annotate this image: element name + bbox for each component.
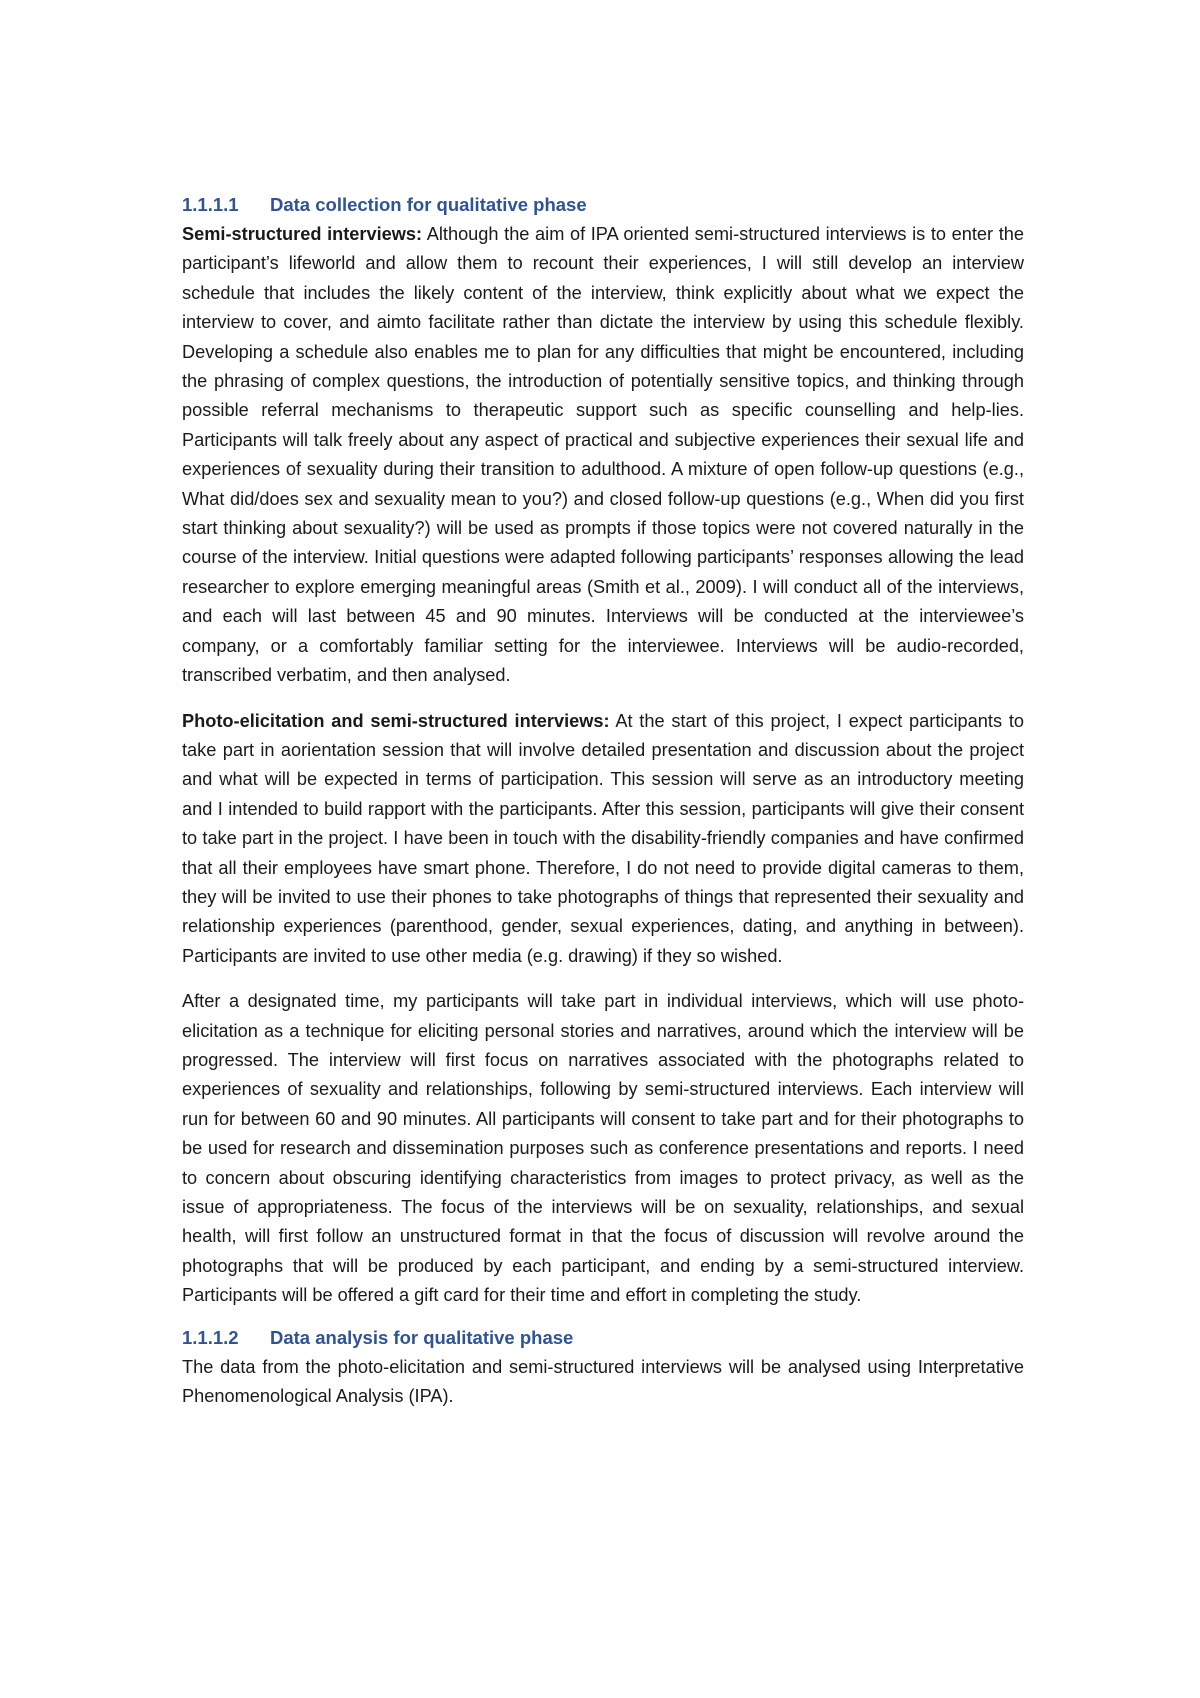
section-title: Data analysis for qualitative phase	[270, 1326, 574, 1348]
paragraph-individual-interviews	[182, 987, 1024, 1310]
paragraph-lead: Semi-structured interviews:	[182, 224, 423, 244]
section-heading-data-analysis	[182, 1323, 1024, 1353]
paragraph-photo-elicitation	[182, 707, 1024, 972]
paragraph-body: At the start of this project, I expect participants to take part in aorientation session that will involve detailed presentation and discussion about the project and what will be expected in terms of participation. This session will serve as an introductory meeting and I intended to build rapport with the participants. After this session, participants will give their consent to take part in the project. I have been in touch with the disability-friendly companies and have confirmed that all their employees have smart phone. Therefore, I do not need to provide digital cameras to them, they will be invited to use their phones to take photographs of things that represented their sexuality and relationship experiences (parenthood, gender, sexual experiences, dating, and anything in between). Participants are invited to use other media (e.g. drawing) if they so wished.	[182, 710, 1024, 966]
section-title: Data collection for qualitative phase	[270, 194, 587, 215]
paragraph-lead: Photo-elicitation and semi-structured interviews:	[182, 710, 610, 731]
section-number: 1.1.1.2	[182, 1326, 239, 1348]
paragraph-semi-structured-interviews	[182, 220, 1024, 691]
paragraph-body: The data from the photo-elicitation and semi-structured interviews will be analysed using Interpretative Phenomenological Analysis (IPA).	[182, 1356, 1024, 1407]
document-page	[182, 190, 1024, 1411]
paragraph-data-analysis	[182, 1353, 1024, 1412]
section-heading-data-collection	[182, 190, 1024, 220]
section-number: 1.1.1.1	[182, 194, 239, 215]
paragraph-body: Although the aim of IPA oriented semi-structured interviews is to enter the participant’s lifeworld and allow them to recount their experiences, I will still develop an interview schedule that includes the likely content of the interview, think explicitly about what we expect the interview to cover, and aimto facilitate rather than dictate the interview by using this schedule flexibly. Developing a schedule also enables me to plan for any difficulties that might be encountered, including the phrasing of complex questions, the introduction of potentially sensitive topics, and thinking through possible referral mechanisms to therapeutic support such as specific counselling and help-lies. Participants will talk freely about any aspect of practical and subjective experiences their sexual life and experiences of sexuality during their transition to adulthood. A mixture of open follow-up questions (e.g., What did/does sex and sexuality mean to you?) and closed follow-up questions (e.g., When did you first start thinking about sexuality?) will be used as prompts if those topics were not covered naturally in the course of the interview. Initial questions were adapted following participants’ responses allowing the lead researcher to explore emerging meaningful areas (Smith et al., 2009). I will conduct all of the interviews, and each will last between 45 and 90 minutes. Interviews will be conducted at the interviewee’s company, or a comfortably familiar setting for the interviewee. Interviews will be audio-recorded, transcribed verbatim, and then analysed.	[182, 224, 1024, 686]
paragraph-body: After a designated time, my participants will take part in individual interviews, which will use photo-elicitation as a technique for eliciting personal stories and narratives, around which the interview will be progressed. The interview will first focus on narratives associated with the photographs related to experiences of sexuality and relationships, following by semi-structured interviews. Each interview will run for between 60 and 90 minutes. All participants will consent to take part and for their photographs to be used for research and dissemination purposes such as conference presentations and reports. I need to concern about obscuring identifying characteristics from images to protect privacy, as well as the issue of appropriateness. The focus of the interviews will be on sexuality, relationships, and sexual health, will first follow an unstructured format in that the focus of discussion will revolve around the photographs that will be produced by each participant, and ending by a semi-structured interview. Participants will be offered a gift card for their time and effort in completing the study.	[182, 991, 1024, 1306]
